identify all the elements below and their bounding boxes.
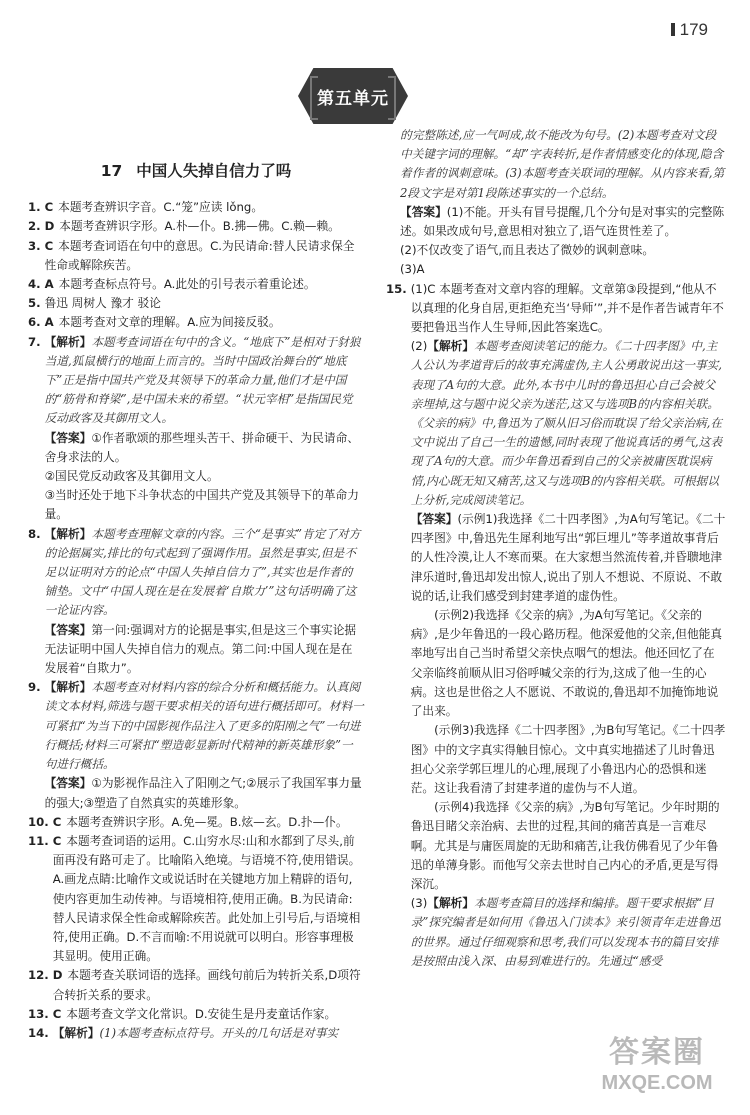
watermark-logo: 答案圈 MXQE.COM bbox=[601, 1035, 713, 1094]
answer-item-7: 7. 【解析】本题考查词语在句中的含义。“地底下”是相对于豺狼当道,狐鼠横行的地面上而言的。当时中国政治舞台的“地底下”正是指中国共产党及其领导下的革命力量,他们才是中国的“筋骨和脊梁”,是中国未来的希望。“状元宰相”是指国民党反动政客及其御用文人。 【答案】①作者歌颂的那些埋头苦干、拼命硬干、为民请命、舍身求法的人。 ②国民党反动政客及其御用文人。 ③当时还处于地下斗争状态的中国共产党及其领导下的革命力量。 bbox=[28, 334, 361, 522]
answer-item: 13. C 本题考查文学文化常识。D.安徒生是丹麦童话作家。 bbox=[28, 1006, 337, 1021]
answer-item: 12. D 本题考查关联词语的选择。画线句前后为转折关系,D项符合转折关系的要求。 bbox=[28, 968, 361, 1002]
answer-item: 5. 鲁迅 周树人 豫才 驳论 bbox=[28, 296, 161, 311]
q15-example-4: (示例4)我选择《父亲的病》,为B句写笔记。少年时期的鲁迅目睹父亲治病、去世的过程,其间的痛苦真是一言难尽啊。尤其是与庸医周旋的无助和痛苦,让我仿佛看见了少年鲁迅的单薄身影。而他写父亲去世时自己内心的矛盾,更是写得深沉。 bbox=[410, 800, 720, 891]
q15-example-3: (示例3)我选择《二十四孝图》,为B句写笔记。《二十四孝图》中的文字真实得触目惊心。文中真实地描述了儿时鲁迅担心父亲学郭巨埋儿的心理,展现了小鲁迅内心的恐惧和迷茫。这让我看清了封建孝道的虚伪与不人道。 bbox=[410, 723, 726, 795]
unit-banner bbox=[298, 68, 408, 124]
lesson-name: 中国人失掉自信力了吗 bbox=[136, 162, 292, 180]
answer-item-15: 15. (1)C 本题考查对文章内容的理解。文章第③段提到,“他从不以真理的化身自居,更拒绝充当‘导师’”,并不是作者告诫青年不要把鲁迅当作人生导师,因此答案选C。 (2)【解析】本题考查阅读笔记的能力。《二十四孝图》中,主人公认为孝道背后的故事充满虚伪,主人公勇敢说出这一事实,表现了A句的大意。此外,本书中儿时的鲁迅担心自己会被父亲埋掉,这与题中说父亲为迷茫,这又与选项B的内容相关联。《父亲的病》中,鲁迅为了顺从旧习俗而耽误了给父亲治病,在文中说出了自己一生的遗憾,同时表现了他说真话的勇气,这表现了A句的大意。而少年鲁迅看到自己的父亲被庸医耽误病情,内心既无知又痛苦,这又与选项B的内容相关联。可根据以上分析,完成阅读笔记。 【答案】(示例1)我选择《二十四孝图》,为A句写笔记。《二十四孝图》中,鲁迅先生犀利地写出“郭巨埋儿”等孝道故事背后的人性冷漠,让人不寒而栗。在大家想当然流传着,并昏聩地津津乐道时,鲁迅却发出惊人,说出了别人不想说、不原说、不敢说的话,让我们感受到封建孝道的虚伪性。 (示例2)我选择《父亲的病》,为A句写笔记。《父亲的病》,是少年鲁迅的一段心路历程。他深爱他的父亲,但他能真率地写出自己当时希望父亲快点咽气的想法。他还回忆了在父亲临终前顺从旧习俗呼喊父亲的行为,这成了他一生的心病。这也是世俗之人不愿说、不敢说的,鲁迅却不加掩饰地说了出来。 (示例3)我选择《二十四孝图》,为B句写笔记。《二十四孝图》中的文字真实得触目惊心。文中真实地描述了儿时鲁迅担心父亲学郭巨埋儿的心理,展现了小鲁迅内心的恐惧和迷茫。这让我看清了封建孝道的虚伪与不人道。 (示例4)我选择《父亲的病》,为B句写笔记。少年时期的鲁迅目睹父亲治病、去世的过程,其间的痛苦真是一言难尽啊。尤其是与庸医周旋的无助和痛苦,让我仿佛看见了少年鲁迅的单薄身影。而他写父亲去世时自己内心的矛盾,更是写得深沉。 (3)【解析】本题考查篇目的选择和编排。题干要求根据“目录”探究编者是如何用《鲁迅入门读本》来引领青年走进鲁迅的世界。通过仔细观察和思考,我们可以发现本书的篇目安排是按照由浅入深、由易到难进行的。先通过“感受 bbox=[386, 280, 726, 971]
q15-answer: 【答案】(示例1)我选择《二十四孝图》,为A句写笔记。《二十四孝图》中,鲁迅先生犀利地写出“郭巨埋儿”等孝道故事背后的人性冷漠,让人不寒而栗。在大家想当然流传着,并昏聩地津津乐道时,鲁迅却发出惊人,说出了别人不想说、不原说、不敢说的话,让我们感受到封建孝道的虚伪性。 bbox=[410, 512, 726, 603]
q15-part2: (2)【解析】本题考查阅读笔记的能力。《二十四孝图》中,主人公认为孝道背后的故事充满虚伪,主人公勇敢说出这一事实,表现了A句的大意。此外,本书中儿时的鲁迅担心自己会被父亲埋掉,这与题中说父亲为迷茫,这又与选项B的内容相关联。《父亲的病》中,鲁迅为了顺从旧习俗而耽误了给父亲治病,在文中说出了自己一生的遗憾,同时表现了他说真话的勇气,这表现了A句的大意。而少年鲁迅看到自己的父亲被庸医耽误病情,内心既无知又痛苦,这又与选项B的内容相关联。可根据以上分析,完成阅读笔记。 bbox=[410, 339, 723, 507]
page-marker-icon bbox=[671, 23, 675, 36]
q15-part3: (3)【解析】本题考查篇目的选择和编排。题干要求根据“目录”探究编者是如何用《鲁迅入门读本》来引领青年走进鲁迅的世界。通过仔细观察和思考,我们可以发现本书的篇目安排是按照由浅入深、由易到难进行的。先通过“感受 bbox=[410, 896, 721, 968]
right-column bbox=[386, 126, 726, 971]
answer-item-14: 14. 【解析】(1)本题考查标点符号。开头的几句话是对事实 bbox=[28, 1025, 339, 1040]
page-number: 179 bbox=[671, 20, 708, 40]
answer-item: 10. C 本题考查辨识字形。A.免—冕。B.炫—玄。D.扑—仆。 bbox=[28, 814, 348, 829]
q14-answer-3: (3)A bbox=[400, 262, 425, 277]
answer-item: 6. A 本题考查对文章的理解。A.应为间接反驳。 bbox=[28, 315, 281, 330]
answer-item: 11. C 本题考查词语的运用。C.山穷水尽:山和水都到了尽头,前面再没有路可走了。比喻陷入绝境。与语境不符,使用错误。A.画龙点睛:比喻作文或说话时在关键地方加上精辟的语句,使内容更加生动传神。与语境相符,使用正确。B.为民请命:替人民请求保全性命或解除疾苦。此处加上引号后,与语境相符,使用正确。D.不言而喻:不用说就可以明白。形容事理极其显明。使用正确。 bbox=[28, 833, 361, 964]
q15-example-2: (示例2)我选择《父亲的病》,为A句写笔记。《父亲的病》,是少年鲁迅的一段心路历程。他深爱他的父亲,但他能真率地写出自己当时希望父亲快点咽气的想法。他还回忆了在父亲临终前顺从旧习俗呼喊父亲的行为,这成了他一生的心病。这也是世俗之人不愿说、不敢说的,鲁迅却不加掩饰地说了出来。 bbox=[410, 608, 723, 719]
answer-item-9: 9. 【解析】本题考查对材料内容的综合分析和概括能力。认真阅读文本材料,筛选与题干要求相关的语句进行概括即可。材料一可紧扣“为当下的中国影视作品注入了更多的阳刚之气”一句进行概括;材料三可紧扣“塑造彰显新时代精神的新英雄形象”一句进行概括。 【答案】①为影视作品注入了阳刚之气;②展示了我国军事力量的强大;③塑造了自然真实的英雄形象。 bbox=[28, 680, 364, 810]
q14-analysis-continued: 的完整陈述,应一气呵成,故不能改为句号。(2)本题考查对文段中关键字词的理解。“却”字表转折,是作者情感变化的体现,隐含着作者的讽刺意味。(3)本题考查关联词的理解。从内容来看,第2段文字是对第1段陈述事实的一个总结。 bbox=[400, 128, 725, 200]
left-column bbox=[28, 126, 364, 1043]
answer-item: 1. C 本题考查辨识字音。C.“笼”应读 lǒng。 bbox=[28, 200, 264, 215]
answer-item: 2. D 本题考查辨识字形。A.朴—仆。B.拂—佛。C.赖—赖。 bbox=[28, 219, 340, 234]
answer-item: 4. A 本题考查标点符号。A.此处的引号表示着重论述。 bbox=[28, 277, 316, 292]
lesson-title bbox=[28, 162, 364, 181]
lesson-number: 17 bbox=[100, 162, 123, 180]
answer-item: 3. C 本题考查词语在句中的意思。C.为民请命:替人民请求保全性命或解除疾苦。 bbox=[28, 238, 355, 272]
q14-answer: 【答案】(1)不能。开头有冒号提醒,几个分句是对事实的完整陈述。如果改成句号,意思相对独立了,语气连贯性差了。 bbox=[400, 204, 725, 239]
answer-item-8: 8. 【解析】本题考查理解文章的内容。三个“是事实”肯定了对方的论据属实,排比的句式起到了强调作用。虽然是事实,但是不足以证明对方的论点“中国人失掉自信力了”,其实也是作者的铺垫。文中“中国人现在是在发展着‘自欺力’”这句话明确了这一论证内容。 【答案】第一问:强调对方的论据是事实,但是这三个事实论据无法证明中国人失掉自信力的观点。第二问:中国人现在是在发展着“自欺力”。 bbox=[28, 526, 361, 676]
q15-part1: (1)C 本题考查对文章内容的理解。文章第③段提到,“他从不以真理的化身自居,更拒绝充当‘导师’”,并不是作者告诫青年不要把鲁迅当作人生导师,因此答案选C。 bbox=[410, 281, 724, 335]
q14-answer-2: (2)不仅改变了语气,而且表达了微妙的讽刺意味。 bbox=[400, 243, 655, 258]
unit-title: 第五单元 bbox=[317, 89, 389, 109]
